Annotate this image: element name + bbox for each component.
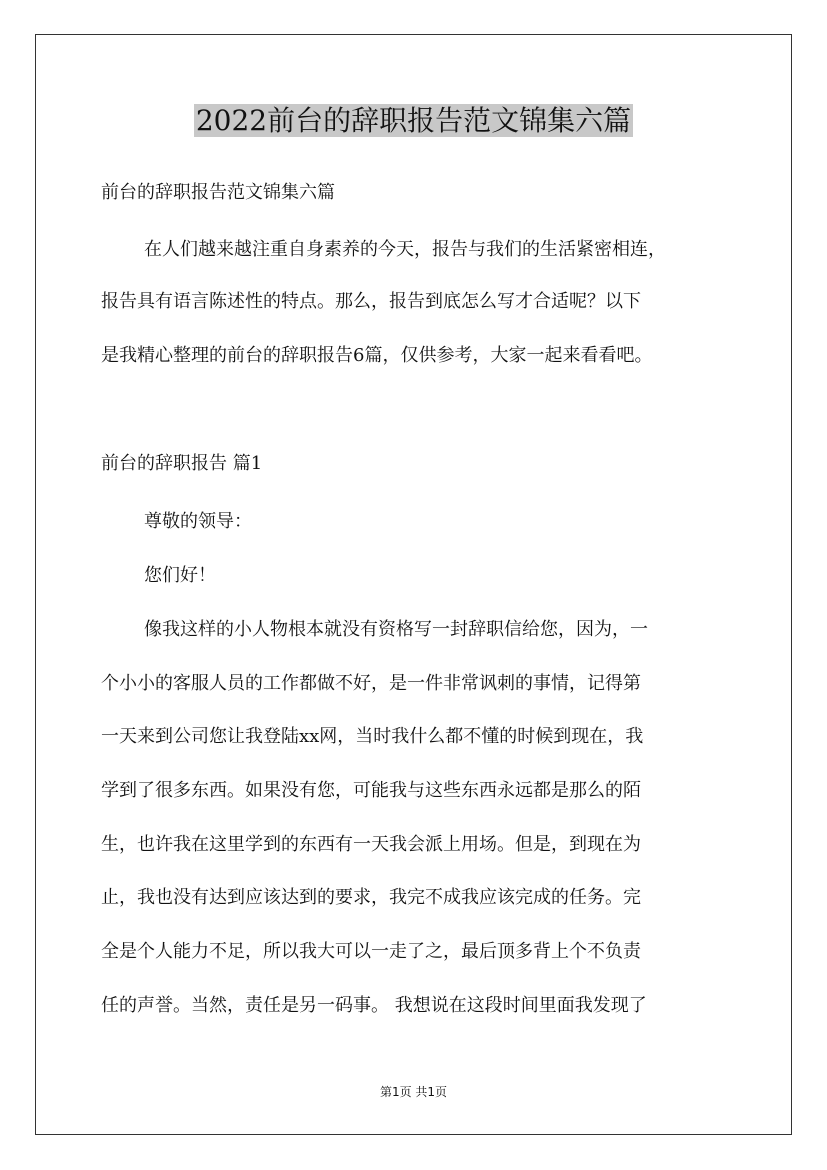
body-line-6: 止，我也没有达到应该达到的要求，我完不成我应该完成的任务。完: [101, 887, 641, 908]
intro-line-2: 报告具有语言陈述性的特点。那么，报告到底怎么写才合适呢？以下: [101, 291, 641, 312]
intro-line-3: 是我精心整理的前台的辞职报告6篇，仅供参考，大家一起来看看吧。: [101, 345, 653, 366]
intro-line-1: 在人们越来越注重自身素养的今天，报告与我们的生活紧密相连，: [144, 239, 666, 260]
body-line-2: 个小小的客服人员的工作都做不好，是一件非常讽刺的事情，记得第: [101, 673, 641, 694]
body-line-4: 学到了很多东西。如果没有您，可能我与这些东西永远都是那么的陌: [101, 780, 641, 801]
body-line-5: 生，也许我在这里学到的东西有一天我会派上用场。但是，到现在为: [101, 834, 641, 855]
body-line-3: 一天来到公司您让我登陆xx网，当时我什么都不懂的时候到现在，我: [101, 726, 644, 747]
document-subtitle: 前台的辞职报告范文锦集六篇: [101, 182, 335, 203]
section-heading: 前台的辞职报告 篇1: [101, 453, 263, 474]
document-title: [0, 98, 827, 144]
body-line-1: 像我这样的小人物根本就没有资格写一封辞职信给您，因为，一: [144, 619, 648, 640]
body-line-7: 全是个人能力不足，所以我大可以一走了之，最后顶多背上个不负责: [101, 941, 641, 962]
document-title-text: 2022前台的辞职报告范文锦集六篇: [195, 104, 632, 137]
page-footer: 第1页 共1页: [379, 1085, 448, 1099]
greeting: 您们好！: [144, 565, 216, 586]
body-line-8: 任的声誉。当然，责任是另一码事。 我想说在这段时间里面我发现了: [101, 995, 647, 1016]
salutation: 尊敬的领导：: [144, 511, 252, 532]
